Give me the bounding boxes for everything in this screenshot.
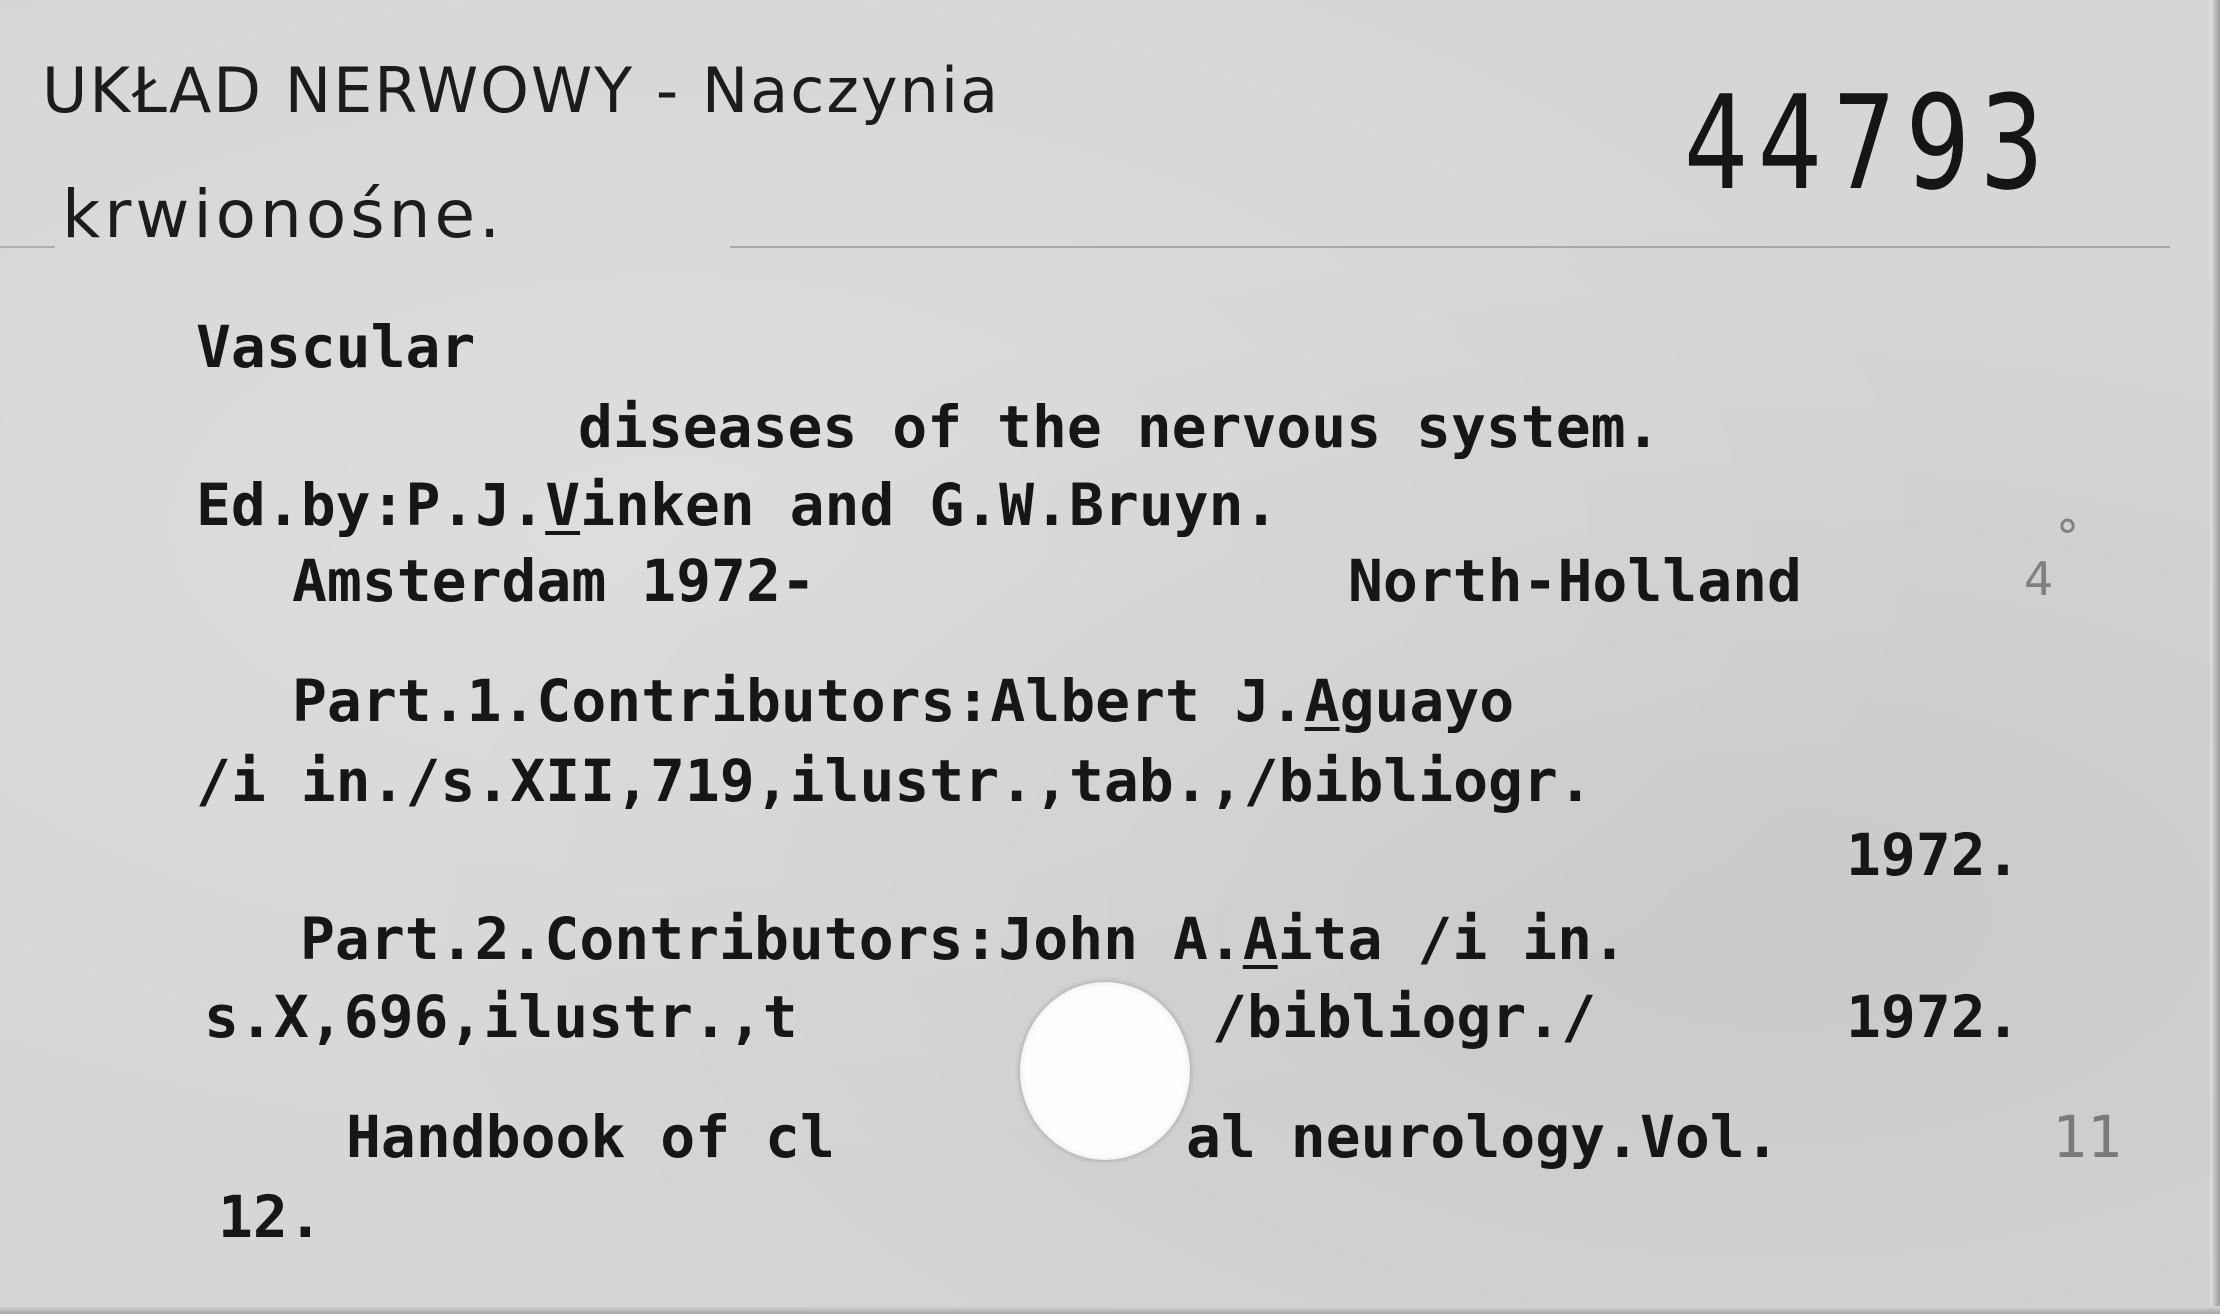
title-line2: diseases of the nervous system.	[578, 393, 1661, 461]
part1-line3: 1972.	[1846, 821, 2021, 889]
series-volume: 11	[2052, 1103, 2122, 1171]
editors-rest: inken and G.W.Bruyn.	[580, 471, 1279, 539]
series-line2: 12.	[218, 1183, 323, 1251]
format-number: 4	[2024, 552, 2054, 606]
ruled-line-left	[0, 246, 55, 248]
imprint-place: Amsterdam 1972-	[292, 547, 816, 615]
part1-line1-a: Part.1.Contributors:Albert J.	[292, 667, 1305, 735]
part1-line1-b: guayo	[1339, 667, 1515, 735]
title-line1: Vascular	[196, 313, 476, 381]
part2-line1-b: ita /i in.	[1277, 905, 1627, 973]
imprint-publisher: North-Holland	[1348, 547, 1802, 615]
editors-prefix: Ed.by:P.J.	[196, 471, 546, 539]
part2-line2-a: s.X,696,ilustr.,t	[204, 983, 798, 1051]
subject-heading-line2: krwionośne.	[62, 176, 505, 253]
part2-line2-b: /bibliogr./	[1212, 983, 1597, 1051]
series-a: Handbook of cl	[346, 1103, 835, 1171]
part2-line1-ai: A	[1242, 905, 1278, 973]
subject-heading-line1: UKŁAD NERWOWY - Naczynia	[42, 54, 1001, 127]
ruled-line	[730, 246, 2170, 248]
series-b: al neurology.Vol.	[1186, 1103, 1780, 1171]
card-edge-bottom	[0, 1306, 2220, 1314]
format-degree: °	[2056, 510, 2079, 564]
punch-hole	[1020, 982, 1190, 1160]
part1-line2: /i in./s.XII,719,ilustr.,tab.,/bibliogr.	[196, 747, 1593, 815]
part1-line1-ag: A	[1304, 667, 1340, 735]
call-number: 44793	[1684, 67, 2054, 219]
part2-line1-a: Part.2.Contributors:John A.	[300, 905, 1243, 973]
editors-line	[196, 471, 1279, 539]
editors-v: V	[545, 471, 581, 539]
part1-line1	[292, 667, 1515, 735]
part2-line1	[300, 905, 1627, 973]
part2-line2-c: 1972.	[1846, 983, 2021, 1051]
card-edge-right	[2210, 0, 2220, 1314]
